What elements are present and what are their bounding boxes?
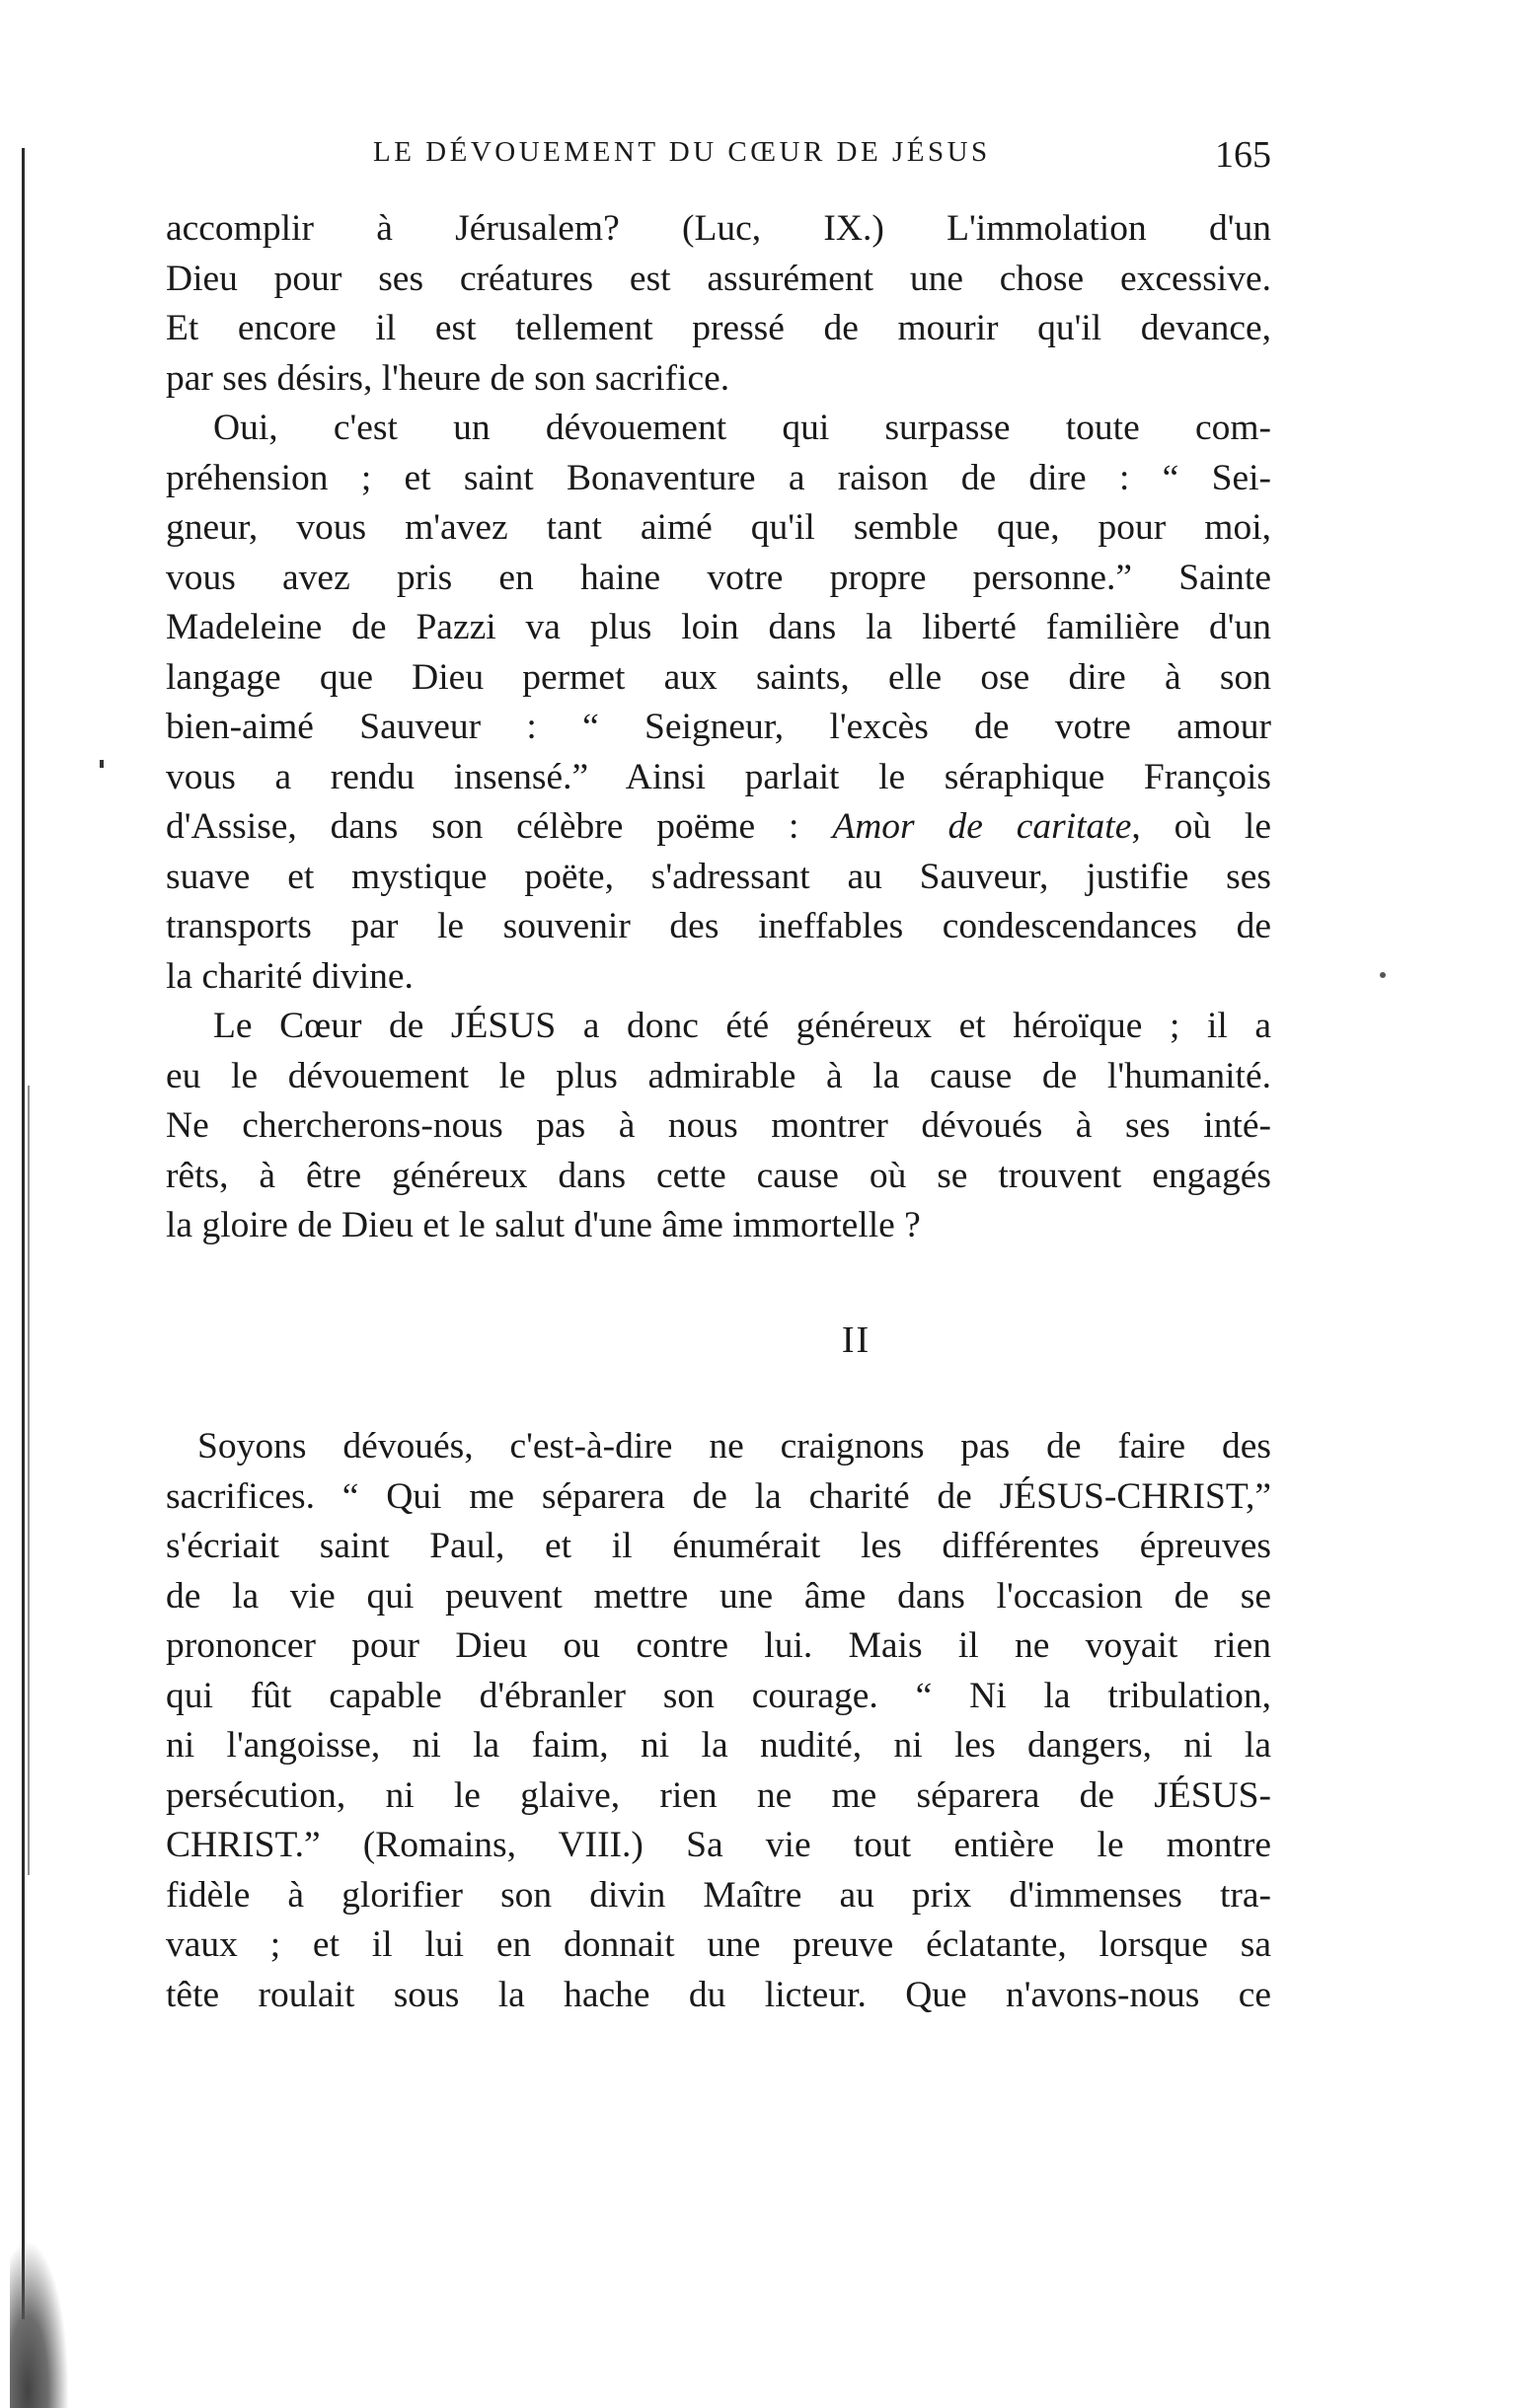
text-line: par ses désirs, l'heure de son sacrifice. — [166, 357, 730, 399]
section-1-text — [166, 204, 1271, 1251]
text-line: Le Cœur de JÉSUS a donc été généreux et héroïque ; il a — [213, 1006, 1271, 1046]
text-line: Et encore il est tellement pressé de mourir qu'il devance, — [166, 308, 1271, 348]
text-line: accomplir à Jérusalem? (Luc, IX.) L'immolation d'un — [166, 208, 1271, 249]
page-header — [166, 136, 1271, 186]
text-line: fidèle à glorifier son divin Maître au prix d'immenses tra- — [166, 1874, 1271, 1916]
text-line: la charité divine. — [166, 955, 414, 997]
text-fragment: , où le — [1131, 806, 1271, 847]
gutter-shadow-line — [22, 148, 25, 2319]
text-line: eu le dévouement le plus admirable à la cause de l'humanité. — [166, 1055, 1271, 1096]
gutter-shadow-line-secondary — [28, 1086, 30, 1875]
text-line: vous a rendu insensé.” Ainsi parlait le séraphique François — [166, 756, 1271, 797]
text-line: transports par le souvenir des ineffables condescendances de — [166, 906, 1271, 946]
gutter-smudge — [10, 2240, 69, 2408]
text-line: langage que Dieu permet aux saints, elle ose dire à son — [166, 656, 1271, 698]
text-line: prononcer pour Dieu ou contre lui. Mais il ne voyait rien — [166, 1625, 1271, 1666]
text-line: suave et mystique poëte, s'adressant au Sauveur, justifie ses — [166, 856, 1271, 897]
text-line: la gloire de Dieu et le salut d'une âme immortelle ? — [166, 1205, 921, 1245]
text-line: Madeleine de Pazzi va plus loin dans la liberté familière d'un — [166, 607, 1271, 647]
text-line: sacrifices. “ Qui me séparera de la charité de JÉSUS-CHRIST,” — [166, 1475, 1271, 1517]
text-line: vaux ; et il lui en donnait une preuve éclatante, lorsque sa — [166, 1924, 1271, 1965]
text-line: ni l'angoisse, ni la faim, ni la nudité, ni les dangers, ni la — [166, 1725, 1271, 1766]
section-heading: II — [841, 1319, 871, 1361]
text-line: qui fût capable d'ébranler son courage. “ Ni la tribulation, — [166, 1675, 1271, 1716]
text-line: bien-aimé Sauveur : “ Seigneur, l'excès de votre amour — [166, 707, 1271, 747]
section-2-text — [166, 1422, 1271, 2020]
text-line: tête roulait sous la hache du licteur. Que n'avons-nous ce — [166, 1974, 1271, 2015]
text-line: Ne chercherons-nous pas à nous montrer dévoués à ses inté- — [166, 1105, 1271, 1146]
italic-title: Amor de caritate — [832, 806, 1132, 847]
text-line-with-italic — [166, 802, 1271, 853]
text-line: gneur, vous m'avez tant aimé qu'il semble que, pour moi, — [166, 507, 1271, 548]
ink-speck — [1380, 972, 1386, 978]
scan-gutter — [0, 0, 59, 2407]
text-line: rêts, à être généreux dans cette cause où se trouvent engagés — [166, 1155, 1271, 1196]
text-line: s'écriait saint Paul, et il énumérait les différentes épreuves — [166, 1526, 1271, 1566]
text-line: vous avez pris en haine votre propre personne.” Sainte — [166, 557, 1271, 598]
text-line: CHRIST.” (Romains, VIII.) Sa vie tout entière le montre — [166, 1825, 1271, 1865]
text-line: de la vie qui peuvent mettre une âme dans l'occasion de se — [166, 1575, 1271, 1617]
text-line: persécution, ni le glaive, rien ne me séparera de JÉSUS- — [166, 1774, 1271, 1816]
text-line: Oui, c'est un dévouement qui surpasse toute com- — [213, 408, 1271, 448]
ink-speck — [100, 760, 104, 768]
text-fragment: d'Assise, dans son célèbre poëme : — [166, 806, 833, 847]
text-line: Dieu pour ses créatures est assurément une chose excessive. — [166, 258, 1271, 299]
text-line: préhension ; et saint Bonaventure a raison de dire : “ Sei- — [166, 457, 1271, 498]
page-number: 165 — [1215, 134, 1271, 176]
text-line: Soyons dévoués, c'est-à-dire ne craignons pas de faire des — [197, 1426, 1271, 1467]
running-head: LE DÉVOUEMENT DU CŒUR DE JÉSUS — [373, 136, 991, 168]
